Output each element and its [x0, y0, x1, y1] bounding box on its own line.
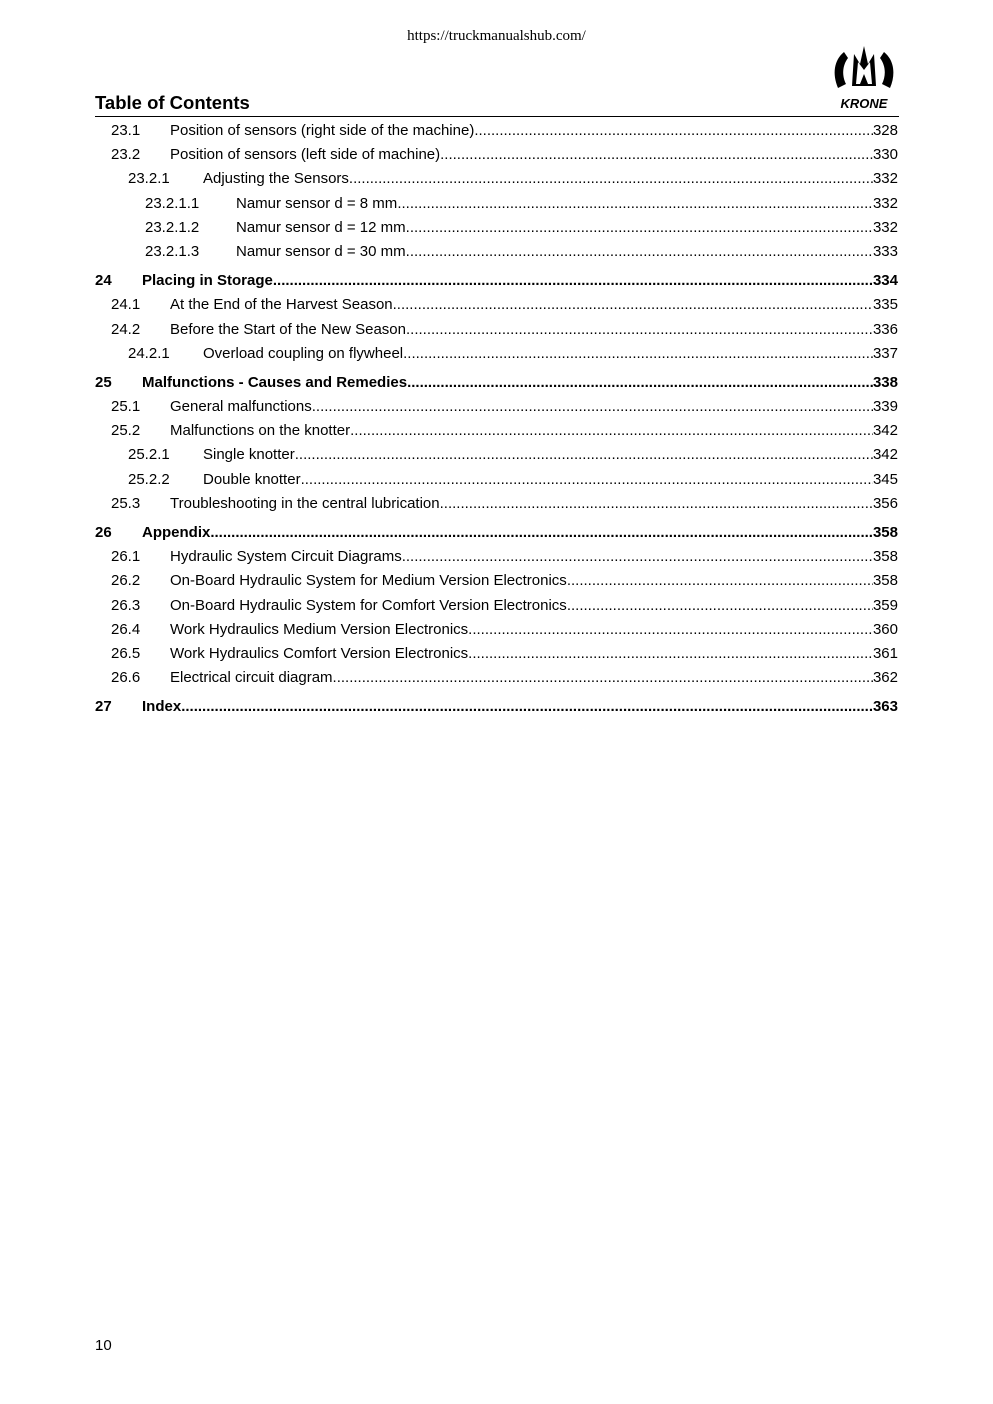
toc-entry-number: 23.2.1.1 [145, 194, 200, 212]
dot-leader [468, 618, 873, 642]
toc-entry-number: 24.1 [111, 296, 141, 314]
toc-entry-title: Double knotter [203, 470, 301, 488]
toc-entry-page: 338 [872, 373, 898, 391]
toc-entry[interactable] [95, 695, 898, 719]
toc-entry-number: 26.2 [111, 572, 141, 590]
toc-entry-title: On-Board Hydraulic System for Medium Version Electronics [170, 572, 567, 590]
toc-entry-page: 335 [872, 296, 898, 314]
toc-entry-page: 361 [872, 644, 898, 662]
table-of-contents [95, 119, 898, 720]
toc-entry-page: 333 [872, 242, 898, 260]
toc-entry-number: 25.1 [111, 398, 141, 416]
toc-entry-title: On-Board Hydraulic System for Comfort Version Electronics [170, 596, 567, 614]
toc-entry-number: 26.1 [111, 548, 141, 566]
dot-leader [406, 318, 873, 342]
toc-entry-page: 358 [872, 548, 898, 566]
header-divider [95, 116, 899, 117]
toc-entry-title: Position of sensors (right side of the machine) [170, 122, 475, 139]
toc-entry-page: 330 [872, 146, 898, 164]
toc-entry-number: 23.1 [111, 122, 141, 139]
toc-entry-number: 24.2.1 [128, 344, 170, 362]
toc-entry-title: Position of sensors (left side of machine) [170, 146, 441, 164]
toc-entry[interactable] [95, 545, 898, 569]
dot-leader [350, 419, 873, 443]
toc-entry-page: 332 [872, 170, 898, 188]
dot-leader [567, 569, 873, 593]
dot-leader [406, 216, 873, 240]
toc-entry-page: 363 [872, 698, 898, 716]
page-title: Table of Contents [95, 92, 250, 113]
toc-entry-page: 359 [872, 596, 898, 614]
toc-entry-title: Adjusting the Sensors [203, 170, 349, 188]
dot-leader [406, 240, 873, 264]
toc-entry[interactable] [95, 443, 898, 467]
toc-entry-title: Electrical circuit diagram [170, 669, 333, 687]
toc-entry[interactable] [95, 395, 898, 419]
toc-entry-number: 23.2 [111, 146, 141, 164]
toc-entry-page: 339 [872, 398, 898, 416]
toc-entry-title: Namur sensor d = 30 mm [236, 242, 406, 260]
dot-leader [349, 167, 873, 191]
toc-entry-title: Overload coupling on flywheel [203, 344, 404, 362]
dot-leader [474, 119, 873, 143]
toc-entry-page: 345 [872, 470, 898, 488]
dot-leader [468, 642, 873, 666]
dot-leader [393, 293, 873, 317]
toc-entry-page: 356 [872, 494, 898, 512]
dot-leader [402, 545, 873, 569]
toc-entry[interactable] [95, 119, 898, 143]
toc-entry-number: 23.2.1.3 [145, 242, 200, 260]
toc-entry-number: 23.2.1.2 [145, 218, 200, 236]
toc-entry-page: 360 [872, 620, 898, 638]
toc-entry[interactable] [95, 293, 898, 317]
toc-entry-number: 26.4 [111, 620, 141, 638]
toc-entry[interactable] [95, 240, 898, 264]
toc-entry-number: 26 [95, 524, 112, 541]
toc-entry-title: Hydraulic System Circuit Diagrams [170, 548, 402, 566]
toc-entry-number: 25.2.1 [128, 446, 170, 464]
toc-entry[interactable] [95, 642, 898, 666]
toc-entry-number: 25.2.2 [128, 470, 170, 488]
dot-leader [301, 468, 873, 492]
toc-entry-page: 358 [872, 572, 898, 590]
toc-entry-title: Malfunctions on the knotter [170, 422, 351, 440]
toc-entry-number: 26.3 [111, 596, 141, 614]
toc-entry-page: 332 [872, 194, 898, 212]
dot-leader [273, 269, 873, 293]
dot-leader [312, 395, 873, 419]
toc-entry[interactable] [95, 216, 898, 240]
dot-leader [295, 443, 873, 467]
krone-logo [830, 44, 898, 112]
page-number: 10 [95, 1337, 112, 1354]
toc-entry-title: At the End of the Harvest Season [170, 296, 393, 314]
toc-entry-page: 342 [872, 446, 898, 464]
toc-entry-title: Troubleshooting in the central lubrication [170, 494, 440, 512]
dot-leader [403, 342, 873, 366]
dot-leader [397, 192, 873, 216]
toc-entry-number: 24.2 [111, 320, 141, 338]
toc-entry-page: 362 [872, 669, 898, 687]
toc-entry[interactable] [95, 569, 898, 593]
dot-leader [567, 594, 873, 618]
toc-entry-page: 337 [872, 344, 898, 362]
toc-entry-page: 358 [872, 524, 898, 541]
toc-entry[interactable] [95, 342, 898, 366]
toc-entry[interactable] [95, 419, 898, 443]
toc-entry-number: 25 [95, 373, 112, 391]
toc-entry-page: 336 [872, 320, 898, 338]
toc-entry-title: Placing in Storage [142, 272, 273, 290]
dot-leader [440, 492, 873, 516]
toc-entry-title: General malfunctions [170, 398, 312, 416]
dot-leader [181, 695, 873, 719]
toc-entry-page: 342 [872, 422, 898, 440]
dot-leader [210, 521, 873, 545]
toc-entry-number: 24 [95, 272, 112, 290]
toc-entry-title: Before the Start of the New Season [170, 320, 406, 338]
dot-leader [407, 371, 873, 395]
toc-entry-title: Namur sensor d = 12 mm [236, 218, 406, 236]
toc-entry[interactable] [95, 269, 898, 293]
toc-entry-title: Appendix [142, 524, 211, 541]
toc-entry-number: 25.2 [111, 422, 141, 440]
logo-text: KRONE [840, 96, 888, 111]
toc-entry[interactable] [95, 192, 898, 216]
toc-entry[interactable] [95, 618, 898, 642]
toc-entry[interactable] [95, 521, 898, 545]
toc-entry-number: 26.6 [111, 669, 141, 687]
toc-entry[interactable] [95, 468, 898, 492]
toc-entry-title: Single knotter [203, 446, 295, 464]
toc-entry-title: Malfunctions - Causes and Remedies [142, 373, 408, 391]
toc-entry-number: 26.5 [111, 644, 141, 662]
toc-entry[interactable] [95, 666, 898, 690]
toc-entry[interactable] [95, 492, 898, 516]
toc-entry[interactable] [95, 371, 898, 395]
toc-entry-number: 27 [95, 698, 112, 716]
toc-entry-title: Index [142, 698, 182, 716]
toc-entry-title: Work Hydraulics Medium Version Electronics [170, 620, 469, 638]
toc-entry-number: 25.3 [111, 494, 141, 512]
toc-entry-title: Namur sensor d = 8 mm [236, 194, 398, 212]
dot-leader [333, 666, 873, 690]
toc-entry[interactable] [95, 594, 898, 618]
source-url: https://truckmanualshub.com/ [407, 28, 586, 44]
dot-leader [440, 143, 873, 167]
toc-entry[interactable] [95, 167, 898, 191]
toc-entry-page: 332 [872, 218, 898, 236]
toc-entry[interactable] [95, 318, 898, 342]
toc-entry-page: 328 [872, 122, 898, 139]
toc-entry[interactable] [95, 143, 898, 167]
toc-entry-page: 334 [872, 272, 898, 290]
toc-entry-title: Work Hydraulics Comfort Version Electronics [170, 644, 469, 662]
toc-entry-number: 23.2.1 [128, 170, 170, 188]
